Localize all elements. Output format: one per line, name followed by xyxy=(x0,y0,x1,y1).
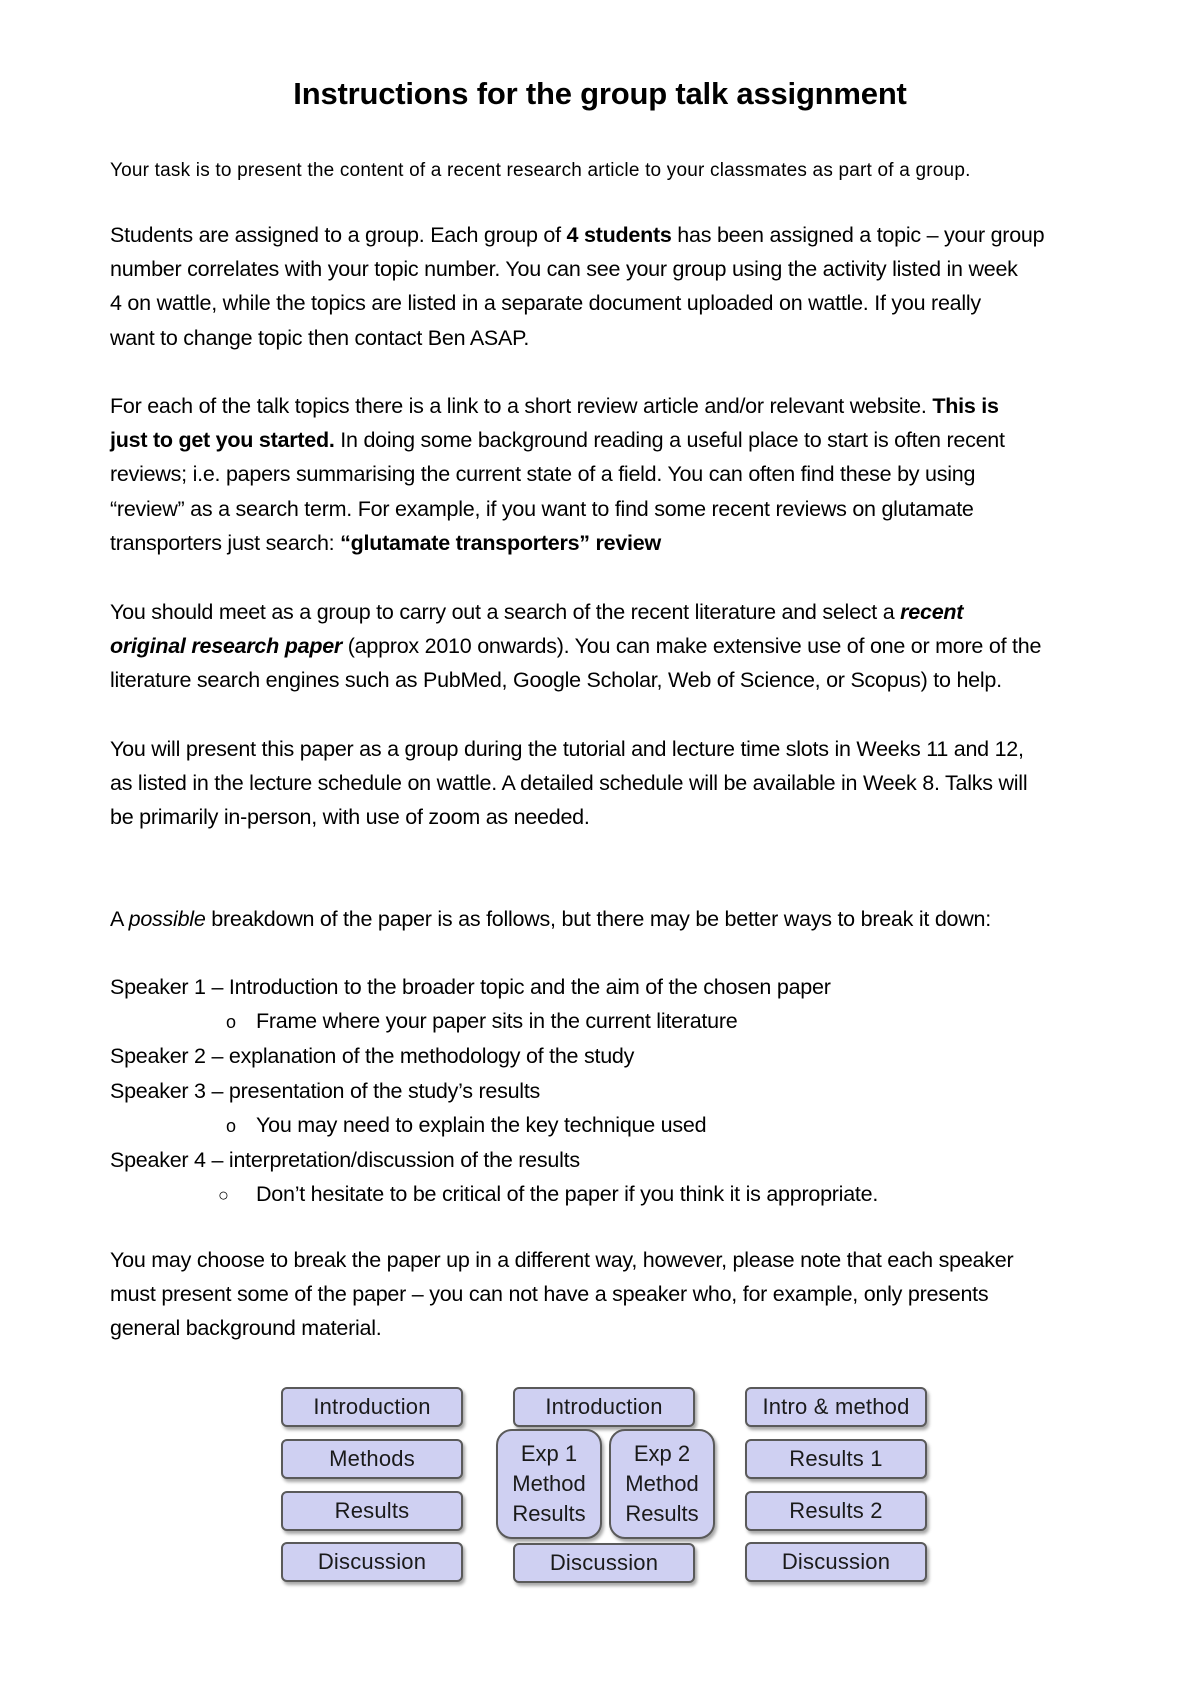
col1-introduction-box: Introduction xyxy=(281,1387,463,1427)
col3-results1-box: Results 1 xyxy=(745,1439,927,1479)
paragraph-line xyxy=(110,595,1110,629)
paragraph-line xyxy=(110,526,1110,560)
speaker-1-item: Speaker 1 – Introduction to the broader topic and the aim of the chosen paper xyxy=(110,975,831,999)
paragraph-line xyxy=(110,389,1110,423)
exp1-results-label: Results xyxy=(512,1501,586,1526)
speaker-2-item: Speaker 2 – explanation of the methodology of the study xyxy=(110,1044,635,1069)
text-run: A xyxy=(110,907,129,931)
col3-intro-method-box: Intro & method xyxy=(745,1387,927,1427)
paragraph-line: reviews; i.e. papers summarising the current state of a field. You can often find these by using xyxy=(110,462,976,487)
speaker-3-item: Speaker 3 – presentation of the study’s results xyxy=(110,1078,541,1103)
bold-text-run: 4 students xyxy=(566,223,672,247)
speaker-4-item: Speaker 4 – interpretation/discussion of the results xyxy=(110,1148,580,1173)
speaker-4-subitem xyxy=(110,1177,1110,1212)
exp2-results-label: Results xyxy=(625,1501,699,1526)
text-run: You should meet as a group to carry out a search of the recent literature and select a xyxy=(110,600,901,624)
col1-discussion-box: Discussion xyxy=(281,1542,463,1582)
col3-discussion-box: Discussion xyxy=(745,1542,927,1582)
col1-results-box: Results xyxy=(281,1491,463,1531)
paragraph-line: literature search engines such as PubMed, Google Scholar, Web of Science, or Scopus) to help. xyxy=(110,668,1002,693)
group-assignment-paragraph xyxy=(110,218,1110,355)
paragraph-line xyxy=(110,629,1110,663)
bold-italic-text-run: original research paper xyxy=(110,634,343,659)
paragraph-line: You will present this paper as a group during the tutorial and lecture time slots in Weeks 11 and 12, xyxy=(110,737,1024,761)
bullet-text: Frame where your paper sits in the current literature xyxy=(256,1009,738,1034)
col2-discussion-box: Discussion xyxy=(513,1543,695,1583)
literature-search-paragraph xyxy=(110,595,1110,698)
exp1-method-label: Method xyxy=(512,1471,586,1496)
col2-exp1-box xyxy=(496,1429,602,1539)
col2-exp2-box xyxy=(609,1429,715,1539)
intro-paragraph xyxy=(110,154,1110,188)
closing-paragraph xyxy=(110,1243,1110,1346)
breakdown-intro-paragraph xyxy=(110,902,1110,936)
text-run: For each of the talk topics there is a link to a short review article and/or relevant website. xyxy=(110,394,933,418)
page-title: Instructions for the group talk assignment xyxy=(293,76,907,111)
exp1-label: Exp 1 xyxy=(520,1441,578,1466)
speaker-3-subitem xyxy=(110,1108,1110,1143)
hollow-bullet-icon: ○ xyxy=(218,1185,229,1206)
paragraph-line: “review” as a search term. For example, if you want to find some recent reviews on glutamate xyxy=(110,496,974,521)
paragraph-line: want to change topic then contact Ben ASAP. xyxy=(110,325,530,350)
bold-text-run: This is xyxy=(932,394,999,418)
intro-text: Your task is to present the content of a recent research article to your classmates as part of a group. xyxy=(110,160,971,181)
paragraph-line xyxy=(110,423,1110,457)
text-run: has been assigned a topic – your group xyxy=(671,223,1045,247)
paragraph-line: be primarily in-person, with use of zoom as needed. xyxy=(110,805,590,830)
paragraph-line: must present some of the paper – you can not have a speaker who, for example, only presents xyxy=(110,1282,989,1307)
bold-italic-text-run: recent xyxy=(900,600,964,624)
text-run: breakdown of the paper is as follows, but there may be better ways to break it down: xyxy=(205,907,991,931)
col1-methods-box: Methods xyxy=(281,1439,463,1479)
col2-introduction-box: Introduction xyxy=(513,1387,695,1427)
bullet-text: Don’t hesitate to be critical of the paper if you think it is appropriate. xyxy=(256,1182,879,1207)
hollow-bullet-icon: o xyxy=(226,1012,236,1033)
exp2-method-label: Method xyxy=(625,1471,699,1496)
paragraph-line: general background material. xyxy=(110,1316,382,1341)
bullet-text: You may need to explain the key technique used xyxy=(256,1112,707,1137)
italic-text-run: possible xyxy=(128,907,206,931)
exp2-label: Exp 2 xyxy=(633,1441,691,1466)
review-articles-paragraph xyxy=(110,389,1110,560)
text-run: transporters just search: xyxy=(110,530,341,555)
paragraph-line: number correlates with your topic number. You can see your group using the activity listed in week xyxy=(110,257,1018,282)
presentation-schedule-paragraph xyxy=(110,732,1110,835)
speaker-1-subitem xyxy=(110,1004,1110,1039)
speaker-list xyxy=(110,970,1110,1212)
text-run: Students are assigned to a group. Each group of xyxy=(110,223,567,247)
col3-results2-box: Results 2 xyxy=(745,1491,927,1531)
hollow-bullet-icon: o xyxy=(226,1115,236,1136)
paragraph-line: You may choose to break the paper up in a different way, however, please note that each speaker xyxy=(110,1248,1014,1272)
paragraph-line xyxy=(110,218,1110,252)
text-run: In doing some background reading a useful place to start is often recent xyxy=(334,428,1005,453)
paragraph-line xyxy=(110,902,1110,936)
paragraph-line: as listed in the lecture schedule on wattle. A detailed schedule will be available in Week 8. Talks will xyxy=(110,771,1028,796)
bold-text-run: just to get you started. xyxy=(110,428,335,453)
text-run: (approx 2010 onwards). You can make extensive use of one or more of the xyxy=(342,634,1042,659)
paragraph-line: 4 on wattle, while the topics are listed in a separate document uploaded on wattle. If you really xyxy=(110,291,981,316)
search-term-example: “glutamate transporters” review xyxy=(340,530,661,555)
